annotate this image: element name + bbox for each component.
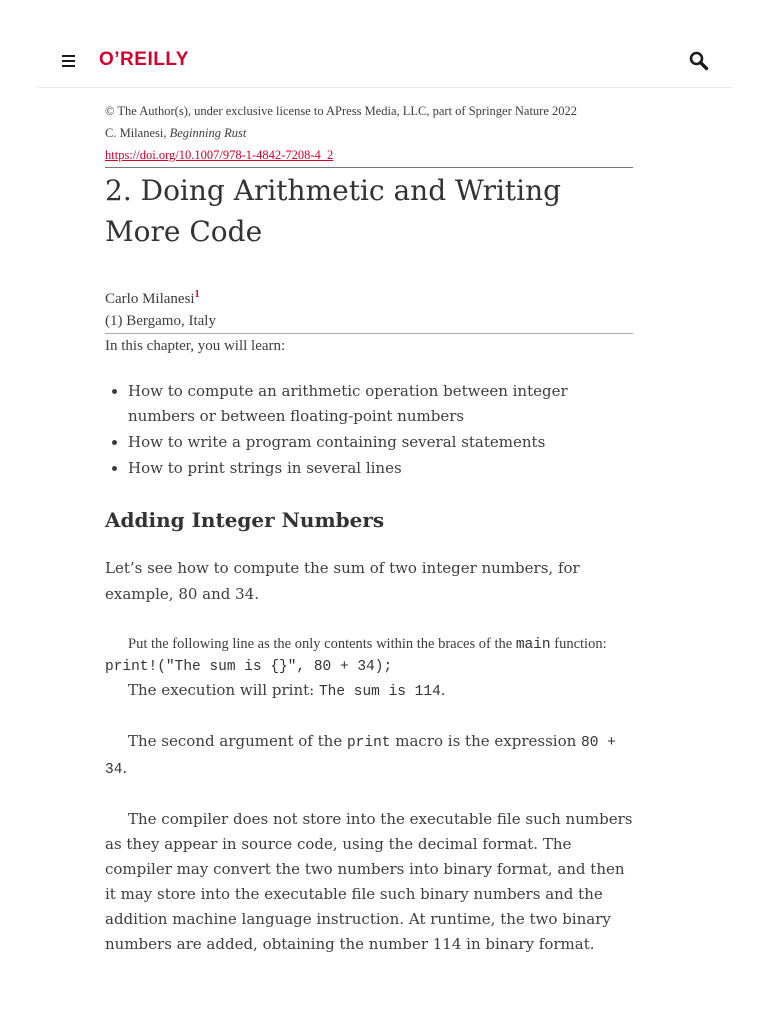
- paragraph: [105, 633, 633, 656]
- inline-code: main: [515, 637, 551, 653]
- list-item: • How to write a program containing several statements: [128, 430, 633, 455]
- chapter-title: 2. Doing Arithmetic and Writing More Code: [105, 174, 562, 248]
- section-heading: Adding Integer Numbers: [105, 508, 385, 532]
- citation-line: [105, 122, 633, 144]
- divider: [105, 333, 633, 334]
- doi-line: [105, 144, 633, 166]
- top-header: [38, 0, 732, 88]
- paragraph: [105, 729, 633, 783]
- author-affiliation: (1) Bergamo, Italy: [105, 313, 216, 329]
- search-icon[interactable]: [688, 50, 710, 72]
- inline-code: print: [346, 735, 391, 751]
- divider: [105, 167, 633, 168]
- doi-link[interactable]: https://doi.org/10.1007/978-1-4842-7208-4_2: [105, 148, 334, 162]
- list-item: • How to compute an arithmetic operation between integer numbers or between floating-point numbers: [128, 379, 633, 429]
- book-title: Beginning Rust: [169, 126, 247, 140]
- paragraph-text: .: [122, 759, 128, 777]
- code-block: print!("The sum is {}", 80 + 34);: [105, 659, 393, 675]
- paragraph-text: function:: [550, 636, 607, 652]
- paragraph-text: .: [440, 681, 446, 699]
- footnote-link[interactable]: 1: [194, 289, 200, 300]
- inline-code: 80 + 34: [105, 735, 616, 778]
- paragraph-text: macro is the expression: [390, 732, 582, 750]
- hamburger-menu-icon[interactable]: [58, 50, 80, 72]
- citation-author: C. Milanesi,: [105, 126, 170, 140]
- learning-objectives-list: [105, 379, 633, 481]
- list-item: • How to print strings in several lines: [128, 456, 633, 481]
- oreilly-logo[interactable]: O’REILLY: [99, 49, 189, 70]
- paragraph-text: The execution will print:: [128, 681, 319, 699]
- author-line: [105, 282, 633, 310]
- paragraph-text: The second argument of the: [128, 732, 347, 750]
- paragraph: Let’s see how to compute the sum of two integer numbers, for example, 80 and 34.: [105, 559, 580, 603]
- paragraph: [105, 678, 633, 705]
- chapter-intro: In this chapter, you will learn:: [105, 338, 286, 354]
- paragraph-text: Put the following line as the only contents within the braces of the: [128, 636, 516, 652]
- paragraph: The compiler does not store into the executable file such numbers as they appear in source code, using the decimal format. The compiler may convert the two numbers into binary format, and then it may store into the executable file such binary numbers and the addition machine language instruction. At runtime, the two binary numbers are added, obtaining the number 114 in binary format.: [105, 810, 633, 953]
- chapter-content: [105, 100, 633, 957]
- inline-code: The sum is 114: [318, 684, 441, 700]
- copyright-line: © The Author(s), under exclusive license to APress Media, LLC, part of Springer Nature 2022: [105, 104, 578, 118]
- author-name: Carlo Milanesi: [105, 291, 195, 307]
